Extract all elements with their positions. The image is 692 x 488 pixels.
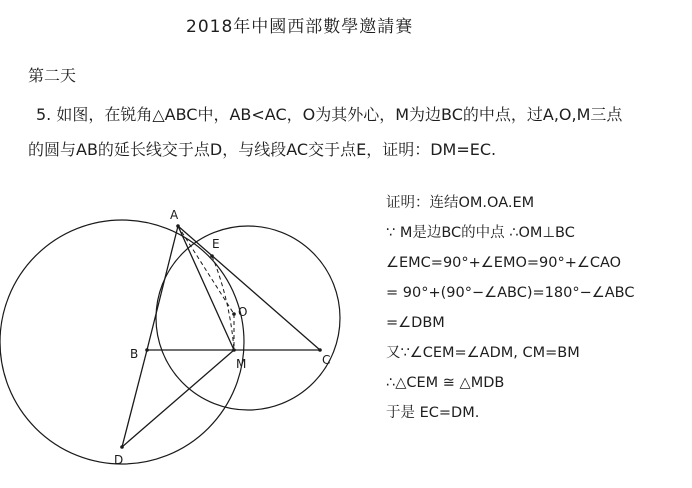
label-d: D	[114, 453, 124, 467]
geometry-figure	[0, 190, 380, 488]
circle-aom	[156, 226, 340, 410]
proof-line: ∴△CEM ≅ △MDB	[386, 375, 505, 391]
proof-line: 证明：连结OM.OA.EM	[386, 195, 535, 211]
segment-ac	[178, 226, 320, 350]
proof-line: 于是 EC=DM.	[386, 405, 480, 421]
label-b: B	[130, 347, 139, 361]
segment-am	[178, 226, 234, 350]
label-o: O	[238, 305, 248, 319]
segment-bd	[122, 350, 147, 447]
label-m: M	[236, 357, 247, 371]
proof-line: 又∵∠CEM=∠ADM, CM=BM	[386, 345, 580, 361]
segment-ab	[147, 226, 178, 350]
segment-oa	[178, 226, 234, 314]
proof-block	[386, 188, 634, 428]
proof-line: =∠DBM	[386, 315, 445, 331]
label-e: E	[212, 237, 220, 251]
proof-line: ∵ M是边BC的中点 ∴OM⊥BC	[386, 225, 575, 241]
label-c: C	[322, 353, 331, 367]
day-heading: 第二天	[28, 66, 77, 85]
segment-dm	[122, 350, 234, 447]
proof-line: ∠EMC=90°+∠EMO=90°+∠CAO	[386, 255, 622, 271]
problem-line-2: 的圆与AB的延长线交于点D，与线段AC交于点E，证明：DM=EC.	[28, 140, 497, 159]
circumcircle	[0, 220, 247, 464]
segment-em	[212, 256, 234, 350]
page-title: 2018年中國西部數學邀請賽	[186, 17, 414, 37]
proof-line: = 90°+(90°−∠ABC)=180°−∠ABC	[386, 285, 635, 301]
label-a: A	[170, 208, 179, 222]
problem-line-1: 5. 如图，在锐角△ABC中，AB<AC，O为其外心，M为边BC的中点，过A,O,M三点	[36, 105, 623, 124]
